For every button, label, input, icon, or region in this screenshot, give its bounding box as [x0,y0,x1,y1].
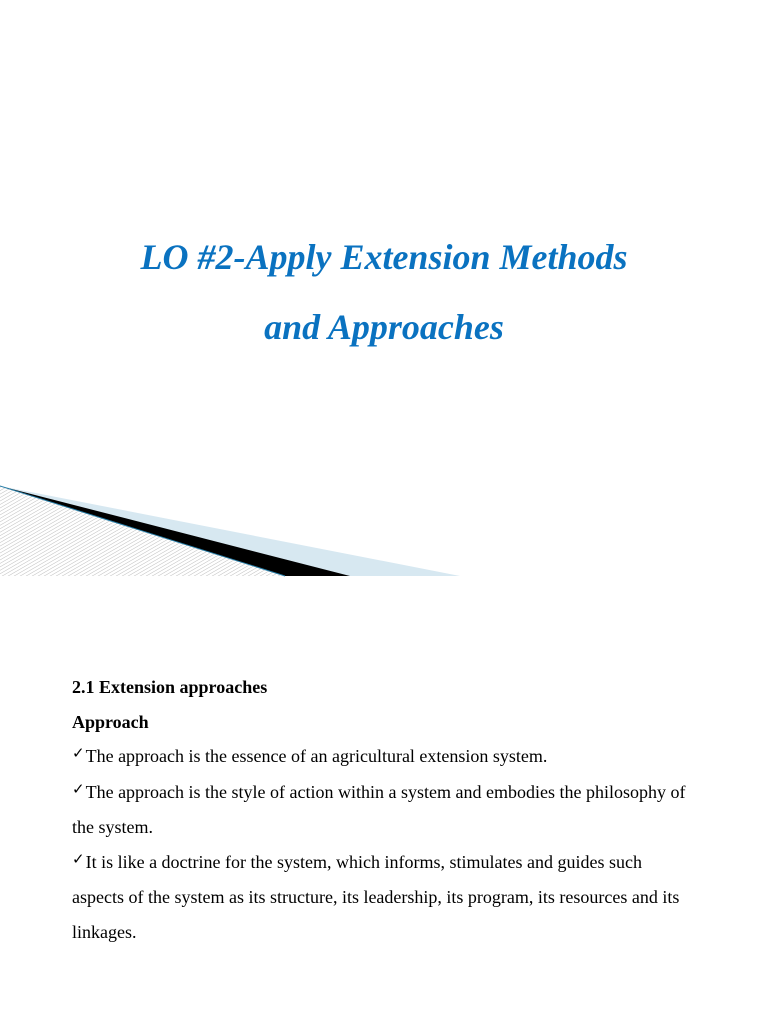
check-icon: ✓ [72,849,85,868]
bullet-item-1 [72,739,692,775]
bullet-item-3 [72,845,692,950]
decorative-wedge [0,480,460,578]
section-subheading: Approach [72,711,149,732]
check-icon: ✓ [72,744,85,762]
title-line-2: and Approaches [264,307,504,347]
title-line-1: LO #2-Apply Extension Methods [140,237,628,277]
bullet-text-2: The approach is the style of action within a system and embodies the philosophy of the system. [72,781,686,837]
check-icon: ✓ [72,779,85,798]
bullet-item-2 [72,775,692,845]
bullet-text-1: The approach is the essence of an agricultural extension system. [85,746,548,766]
title-block [0,222,768,362]
bullet-text-3: It is like a doctrine for the system, which informs, stimulates and guides such aspects of the system as its structure, its leadership, its program, its resources and its linkages. [72,851,680,942]
content-section [72,670,692,949]
section-heading: 2.1 Extension approaches [72,677,268,697]
